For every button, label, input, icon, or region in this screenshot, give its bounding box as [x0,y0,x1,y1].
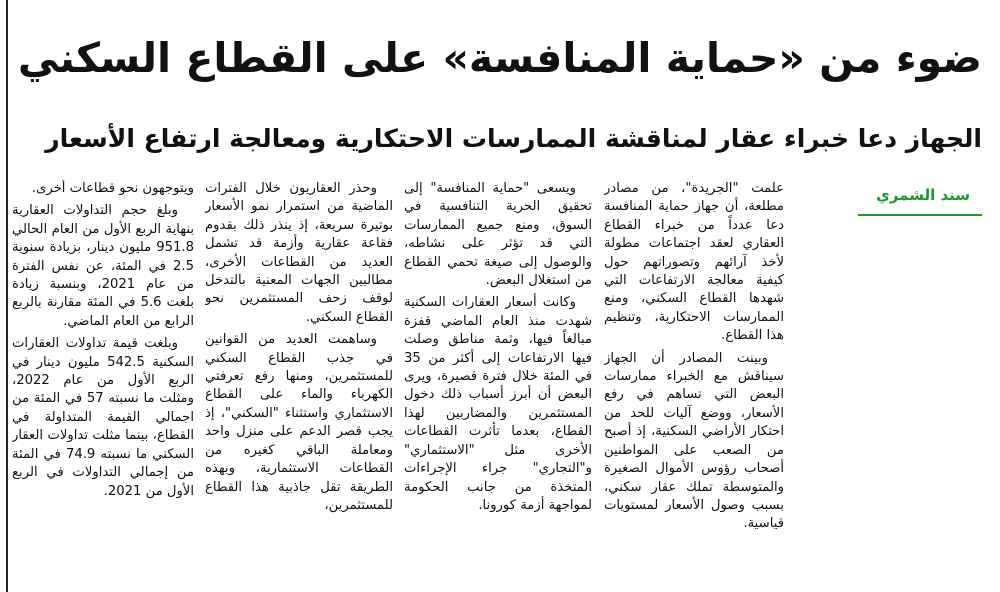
paragraph: علمت "الجريدة"، من مصادر مطلعة، أن جهاز حماية المنافسة دعا عدداً من خبراء القطاع العقاري لعقد اجتماعات مطولة لأخذ آرائهم وتصوراتهم حول كيفية معالجة الارتفاعات التي شهدها القطاع السكني، ومنع الممارسات الاحتكارية، وتنظيم هذا القطاع. [604,181,784,344]
paragraph: وبينت المصادر أن الجهاز سيناقش مع الخبراء ممارسات البعض التي تساهم في رفع الأسعار، ووضع آليات للحد من احتكار الأراضي السكنية، إذ أصبح من الصعب على المواطنين أصحاب رؤوس الأموال الصغيرة والمتوسطة تملك عقار سكني، بسبب وصول الأسعار لمستويات قياسية. [604,350,784,532]
article-column-1 [604,180,784,580]
column-rule [6,0,8,592]
article-column-2 [404,180,592,586]
byline-rule [858,214,982,216]
paragraph: وكانت أسعار العقارات السكنية شهدت منذ العام الماضي قفزة مبالغاً فيها، وثمة مناطق وصلت فيها الارتفاعات إلى أكثر من 35 في المئة خلال فترة قصيرة، ويرى البعض أن أبرز أسباب ذلك دخول المستثمرين والمضاربين لهذا القطاع، بعدما تأثرت القطاعات الأخرى مثل "الاستثماري" و"التجاري" جراء الإجراءات المتخذة من جانب الحكومة لمواجهة أزمة كورونا. [404,295,592,513]
headline: ضوء من «حماية المنافسة» على القطاع السكني [17,34,982,82]
byline-author: سند الشمري [876,186,970,204]
byline [858,182,982,222]
paragraph: وبلغ حجم التداولات العقارية بنهاية الربع الأول من العام الحالي 951.8 مليون دينار، بزيادة سنوية 2.5 في المئة، عن نفس الفترة من عام 2021، وبنسبة زيادة بلغت 5.6 في المئة مقارنة بالربع الرابع من العام الماضي. [12,203,194,329]
paragraph: ويسعى "حماية المنافسة" إلى تحقيق الحرية التنافسية في السوق، ومنع جميع الممارسات التي قد تؤثر على نشاطه، والوصول إلى صيغة تحمي القطاع من استغلال البعض. [404,181,592,289]
paragraph: وحذر العقاريون خلال الفترات الماضية من استمرار نمو الأسعار بوتيرة سريعة، إذ ينذر ذلك بقدوم فقاعة عقارية وأزمة قد تشمل العديد من القطاعات الأخرى، مطالبين الجهات المعنية بالتدخل لوقف زحف المستثمرين نحو القطاع السكني. [205,181,393,325]
article-column-4 [12,180,194,586]
subheadline: الجهاز دعا خبراء عقار لمناقشة الممارسات الاحتكارية ومعالجة ارتفاع الأسعار [45,124,982,153]
paragraph: ويتوجهون نحو قطاعات أخرى. [31,181,194,196]
paragraph: وبلغت قيمة تداولات العقارات السكنية 542.5 مليون دينار في الربع الأول من عام 2022، ومثلت ما نسبته 57 في المئة من اجمالي القيمة المتداولة في القطاع، بينما مثلت تداولات العقار السكني ما نسبته 74.9 في المئة من إجمالي التداولات في الربع الأول من 2021. [12,336,194,499]
paragraph: وساهمت العديد من القوانين في جذب القطاع السكني للمستثمرين، ومنها رفع تعرفتي الكهرباء والماء على القطاع الاستثماري واستثناء "السكني"، إذ يجب قصر الدعم على منزل واحد ومعاملة الباقي كغيره من القطاعات الاستثمارية، وبهذه الطريقة تقل جاذبية هذا القطاع للمستثمرين، [205,332,393,513]
article-column-3 [205,180,393,586]
